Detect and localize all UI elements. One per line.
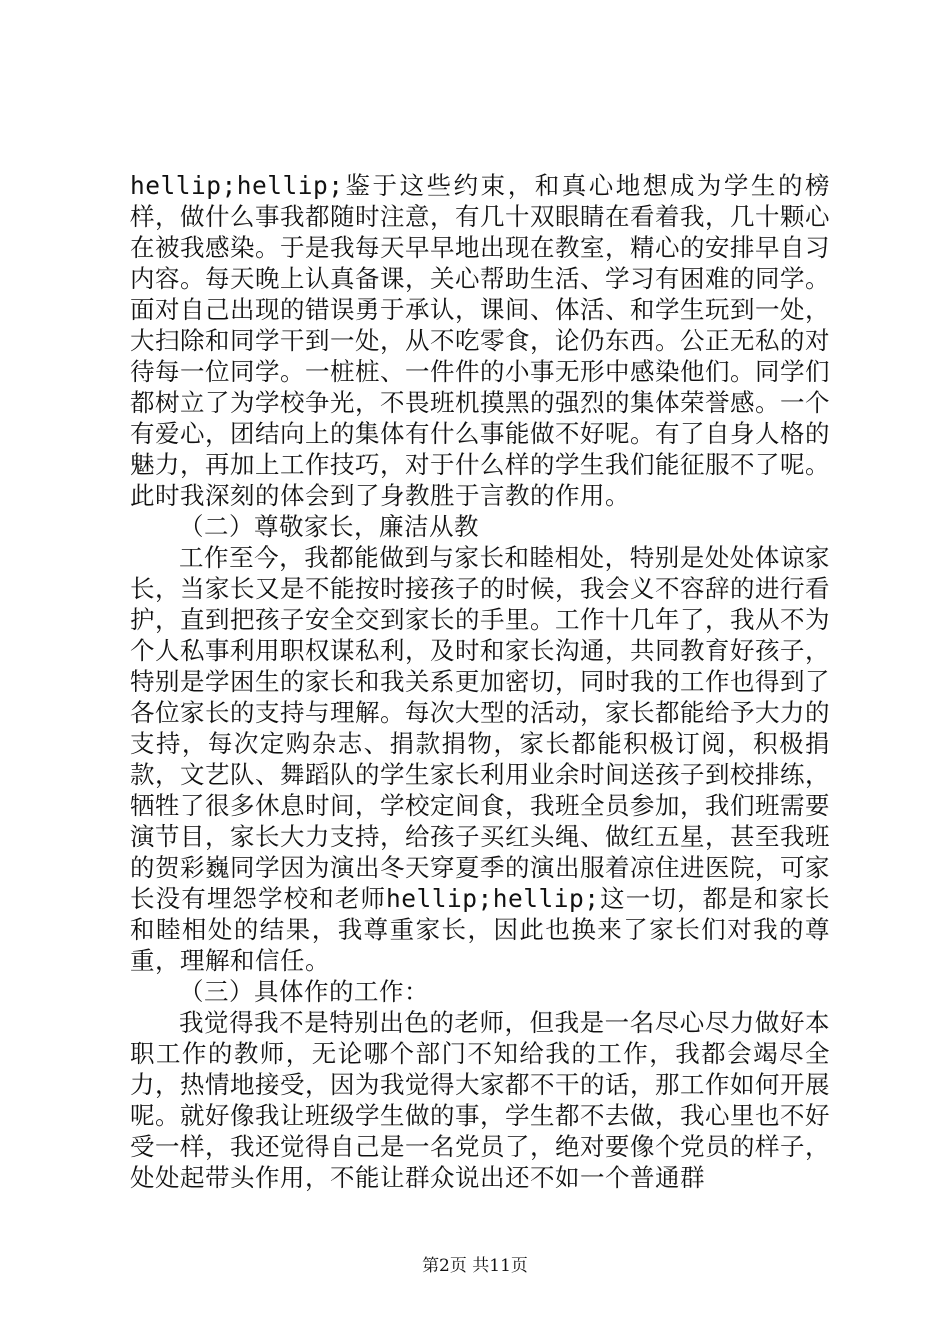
page-number-footer: 第2页 共11页 [422,1256,528,1276]
section-heading-3: （三）具体作的工作： [179,977,429,1006]
paragraph-3: 我觉得我不是特别出色的老师，但我是一名尽心尽力做好本职工作的教师，无论哪个部门不知给我的工作，我都会竭尽全力，热情地接受，因为我觉得大家都不干的话，那工作如何开展呢。就好像我让班级学生做的事，学生都不去做，我心里也不好受一样，我还觉得自己是一名党员了，绝对要像个党员的样子，处处起带头作用，不能让群众说出还不如一个普通群 [130,1008,830,1192]
paragraph-2: 工作至今，我都能做到与家长和睦相处，特别是处处体谅家长，当家长又是不能按时接孩子的时候，我会义不容辞的进行看护，直到把孩子安全交到家长的手里。工作十几年了，我从不为个人私事利用职权谋私利，及时和家长沟通，共同教育好孩子，特别是学困生的家长和我关系更加密切，同时我的工作也得到了各位家长的支持与理解。每次大型的活动，家长都能给予大力的支持，每次定购杂志、捐款捐物，家长都能积极订阅，积极捐款，文艺队、舞蹈队的学生家长利用业余时间送孩子到校排练，牺牲了很多休息时间，学校定间食，我班全员参加，我们班需要演节目，家长大力支持，给孩子买红头绳、做红五星，甚至我班的贺彩巍同学因为演出冬天穿夏季的演出服着凉住进医院，可家长没有埋怨学校和老师hellip;hellip;这一切，都是和家长和睦相处的结果，我尊重家长，因此也换来了家长们对我的尊重，理解和信任。 [130,543,830,975]
document-body [130,170,830,1193]
paragraph-1: hellip;hellip;鉴于这些约束，和真心地想成为学生的榜样，做什么事我都随时注意，有几十双眼睛在看着我，几十颗心在被我感染。于是我每天早早地出现在教室，精心的安排早自习内容。每天晚上认真备课，关心帮助生活、学习有困难的同学。面对自己出现的错误勇于承认，课间、体活、和学生玩到一处，大扫除和同学干到一处，从不吃零食，论仍东西。公正无私的对待每一位同学。一桩桩、一件件的小事无形中感染他们。同学们都树立了为学校争光，不畏班机摸黑的强烈的集体荣誉感。一个有爱心，团结向上的集体有什么事能做不好呢。有了自身人格的魅力，再加上工作技巧，对于什么样的学生我们能征服不了呢。此时我深刻的体会到了身教胜于言教的作用。 [130,171,830,510]
section-heading-2: （二）尊敬家长，廉洁从教 [179,512,479,541]
